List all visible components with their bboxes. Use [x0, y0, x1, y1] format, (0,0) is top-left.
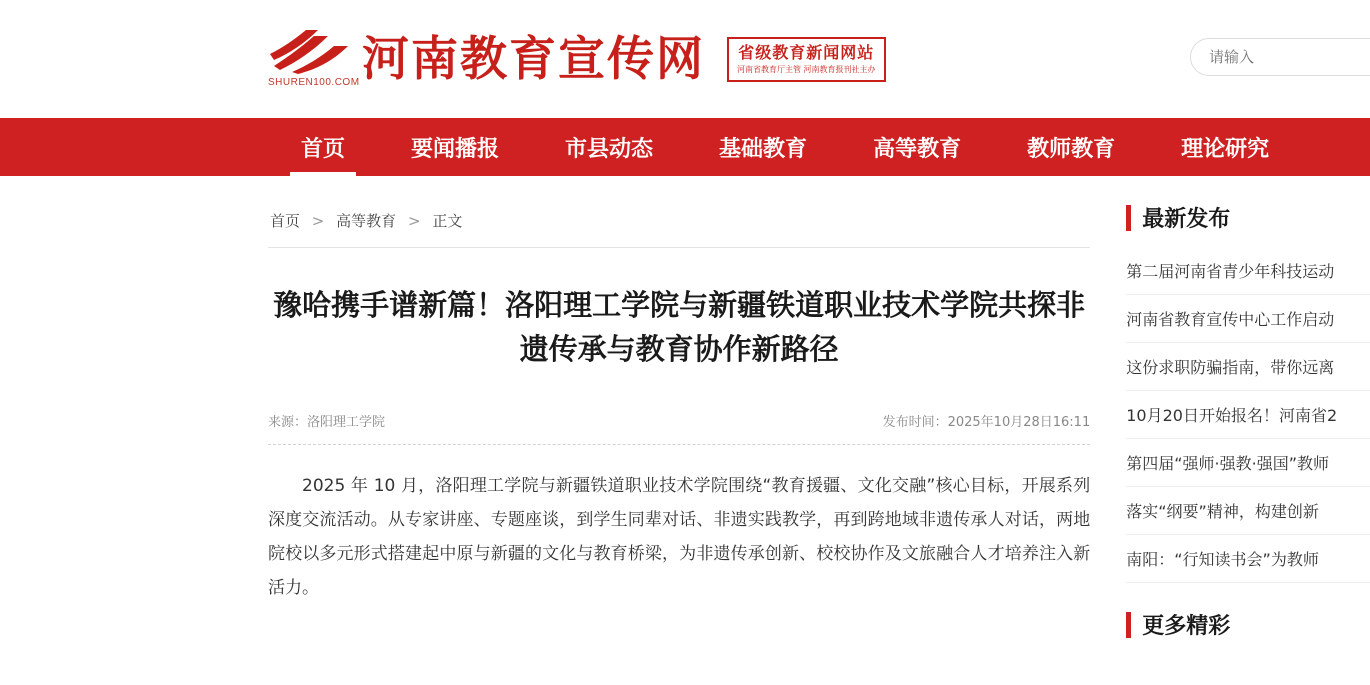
logo-domain-text: SHUREN100.COM	[268, 77, 360, 88]
article-column	[268, 196, 1090, 654]
site-logo[interactable]	[268, 28, 886, 90]
nav-item-basic-education[interactable]: 基础教育	[719, 136, 808, 162]
logo-mark-icon	[268, 28, 360, 90]
nav-item-city[interactable]: 市县动态	[565, 136, 654, 162]
nav-item-teacher-education[interactable]: 教师教育	[1027, 136, 1116, 162]
article-publish-time	[883, 411, 1091, 430]
sidebar-latest-header	[1126, 202, 1370, 233]
article-meta	[268, 411, 1090, 444]
list-item[interactable]: 南阳：“行知读书会”为教师	[1126, 535, 1370, 583]
sidebar-accent-bar-2	[1126, 612, 1131, 638]
breadcrumb-separator-2: >	[407, 212, 421, 230]
search-input[interactable]	[1207, 47, 1370, 67]
sidebar-latest-list	[1126, 247, 1370, 583]
list-item[interactable]: 河南省教育宣传中心工作启动	[1126, 295, 1370, 343]
meta-divider	[268, 444, 1090, 445]
site-title: 河南教育宣传网	[362, 31, 705, 87]
main-nav	[0, 118, 1370, 176]
sidebar-accent-bar	[1126, 205, 1131, 231]
list-item[interactable]: 落实“纲要”精神，构建创新	[1126, 487, 1370, 535]
list-item[interactable]: 10月20日开始报名！河南省2	[1126, 391, 1370, 439]
nav-item-theory-research[interactable]: 理论研究	[1181, 136, 1270, 162]
breadcrumb-home[interactable]: 首页	[270, 212, 301, 230]
article-time-label: 发布时间：	[882, 415, 948, 430]
nav-item-home[interactable]: 首页	[268, 118, 378, 176]
content-wrapper	[0, 176, 1370, 654]
badge-line1: 省级教育新闻网站	[738, 42, 875, 62]
site-header	[0, 0, 1370, 118]
sidebar-latest-title: 最新发布	[1142, 207, 1231, 232]
badge-line2: 河南省教育厅主管 河南教育报刊社主办	[737, 64, 876, 74]
list-item[interactable]: 第二届河南省青少年科技运动	[1126, 247, 1370, 295]
nav-item-news[interactable]: 要闻播报	[411, 136, 500, 162]
site-badge	[727, 37, 886, 82]
article-source-value: 洛阳理工学院	[307, 415, 386, 430]
article-source-label: 来源：	[268, 415, 308, 430]
article-body	[268, 469, 1090, 605]
page-title: 豫哈携手谱新篇！洛阳理工学院与新疆铁道职业技术学院共探非遗传承与教育协作新路径	[273, 288, 1086, 366]
article-source	[268, 411, 385, 430]
list-item[interactable]: 这份求职防骗指南，带你远离	[1126, 343, 1370, 391]
breadcrumb-current: 正文	[432, 212, 463, 230]
breadcrumb	[268, 196, 1090, 248]
list-item[interactable]: 第四届“强师·强教·强国”教师	[1126, 439, 1370, 487]
article-time-value: 2025年10月28日16:11	[947, 415, 1091, 430]
sidebar-more-title: 更多精彩	[1142, 614, 1231, 639]
search-box[interactable]	[1190, 38, 1370, 76]
sidebar-more-header	[1126, 609, 1370, 640]
breadcrumb-separator-1: >	[311, 212, 325, 230]
article-paragraph-1: 2025 年 10 月，洛阳理工学院与新疆铁道职业技术学院围绕“教育援疆、文化交融”核心目标，开展系列深度交流活动。从专家讲座、专题座谈，到学生同辈对话、非遗实践教学，再到跨地域非遗传承人对话，两地院校以多元形式搭建起中原与新疆的文化与教育桥梁，为非遗传承创新、校校协作及文旅融合人才培养注入新活力。	[268, 476, 1091, 598]
breadcrumb-category[interactable]: 高等教育	[336, 212, 397, 230]
nav-item-higher-education[interactable]: 高等教育	[873, 136, 962, 162]
sidebar	[1126, 196, 1370, 654]
